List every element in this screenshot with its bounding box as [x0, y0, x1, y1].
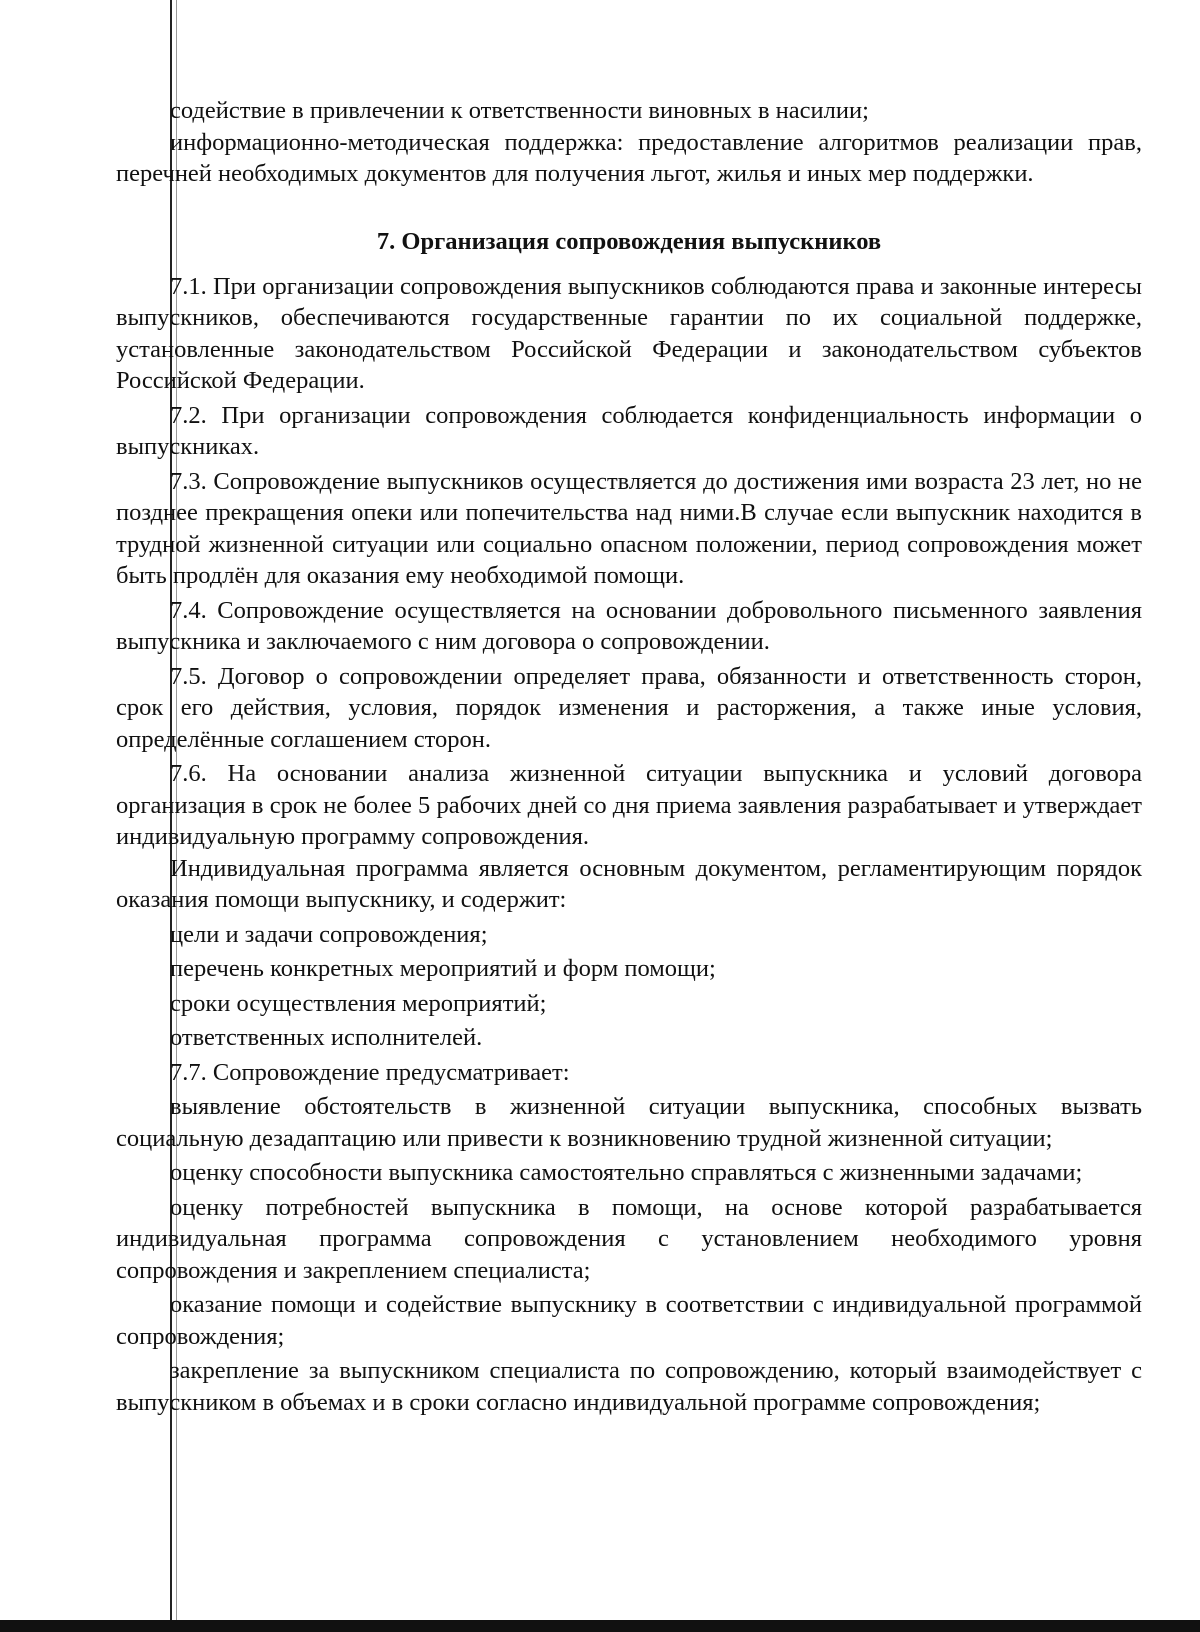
paragraph-7-1: 7.1. При организации сопровождения выпускников соблюдаются права и законные интересы выпускников, обеспечиваются государственные гарантии по их социальной поддержке, установленные законодательством Российской Федерации и законодательством субъектов Российской Федерации. [116, 272, 1142, 394]
list-item: закрепление за выпускником специалиста по сопровождению, который взаимодействует с выпускником в объемах и в сроки согласно индивидуальной программе сопровождения; [116, 1357, 1142, 1416]
intro-item: содействие в привлечении к ответственности виновных в насилии; [170, 97, 869, 124]
paragraph-7-7: 7.7. Сопровождение предусматривает: [170, 1058, 570, 1086]
list-item: перечень конкретных мероприятий и форм помощи; [170, 955, 716, 982]
list-item: выявление обстоятельств в жизненной ситуации выпускника, способных вызвать социальную дезадаптацию или привести к возникновению трудной жизненной ситуации; [116, 1093, 1142, 1152]
paragraph-7-3: 7.3. Сопровождение выпускников осуществляется до достижения ими возраста 23 лет, но не позднее прекращения опеки или попечительства над ними.В случае если выпускник находится в трудной жизненной ситуации или социально опасном положении, период сопровождения может быть продлён для оказания ему необходимой помощи. [116, 467, 1142, 589]
paragraph-7-6: 7.6. На основании анализа жизненной ситуации выпускника и условий договора организация в срок не более 5 рабочих дней со дня приема заявления разрабатывает и утверждает индивидуальную программу сопровождения. [116, 760, 1142, 850]
scan-bottom-edge [0, 1620, 1200, 1632]
list-item: оказание помощи и содействие выпускнику в соответствии с индивидуальной программой сопровождения; [116, 1291, 1142, 1350]
list-item: цели и задачи сопровождения; [170, 920, 488, 948]
program-description: Индивидуальная программа является основным документом, регламентирующим порядок оказания помощи выпускнику, и содержит: [116, 854, 1142, 913]
list-item: ответственных исполнителей. [170, 1024, 483, 1051]
document-page [116, 95, 1142, 1418]
paragraph-7-4: 7.4. Сопровождение осуществляется на основании добровольного письменного заявления выпускника и заключаемого с ним договора о сопровождении. [116, 596, 1142, 655]
list-item: сроки осуществления мероприятий; [170, 989, 547, 1017]
list-item: оценку способности выпускника самостоятельно справляться с жизненными задачами; [170, 1159, 1083, 1186]
section-title: 7. Организация сопровождения выпускников [376, 227, 882, 255]
list-item: оценку потребностей выпускника в помощи, на основе которой разрабатывается индивидуальная программа сопровождения с установлением необходимого уровня сопровождения и закреплением специалиста; [116, 1193, 1142, 1284]
paragraph-7-2: 7.2. При организации сопровождения соблюдается конфиденциальность информации о выпускниках. [116, 401, 1142, 460]
paragraph-7-5: 7.5. Договор о сопровождении определяет права, обязанности и ответственность сторон, срок его действия, условия, порядок изменения и расторжения, а также иные условия, определённые соглашением сторон. [116, 662, 1142, 753]
intro-item: информационно-методическая поддержка: предоставление алгоритмов реализации прав, перечней необходимых документов для получения льгот, жилья и иных мер поддержки. [116, 128, 1142, 187]
